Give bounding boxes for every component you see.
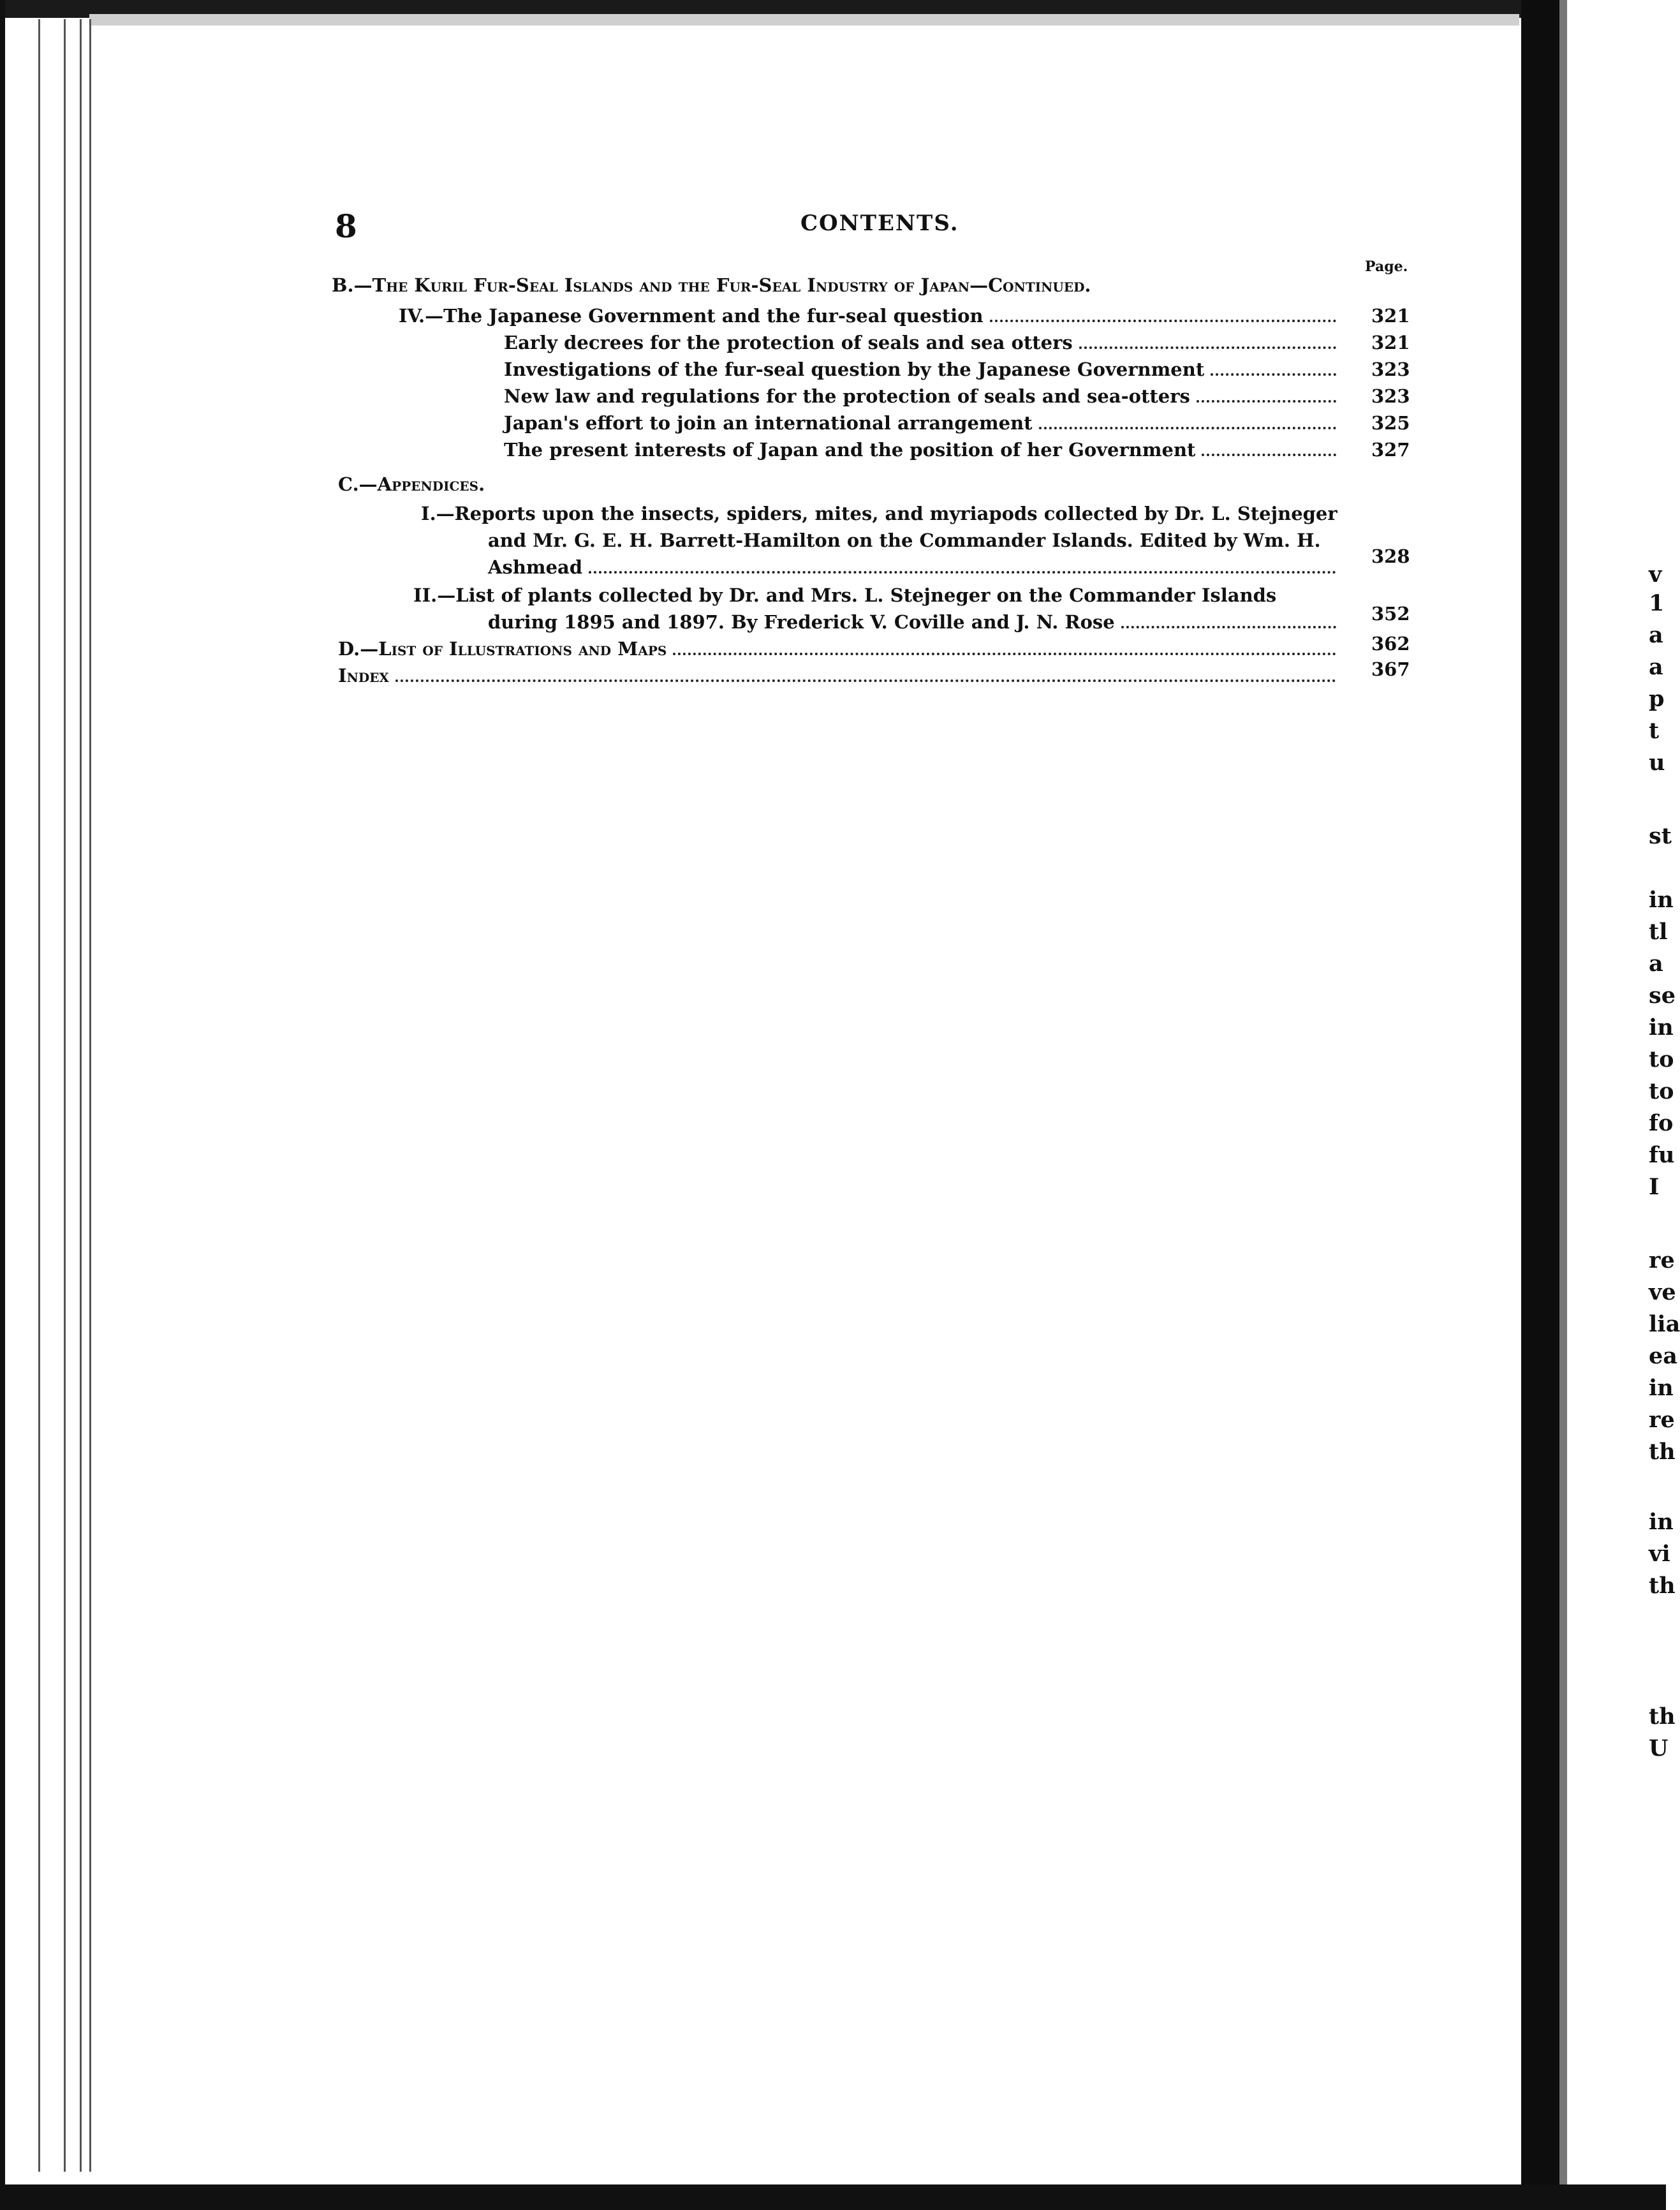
scan-frame-top-edge: [89, 14, 1519, 26]
page-stack-edge: [64, 19, 66, 2172]
toc-page-number: 327: [1371, 439, 1410, 461]
toc-entry[interactable]: D.—List of Illustrations and Maps: [338, 638, 1343, 660]
facing-page-text: in: [1649, 1509, 1674, 1535]
page-stack-edge: [38, 19, 40, 2172]
toc-page-number: 362: [1371, 633, 1410, 655]
facing-page-text: t: [1649, 718, 1660, 744]
toc-entry[interactable]: The present interests of Japan and the position of her Government: [504, 439, 1343, 461]
facing-page-text: tl: [1649, 919, 1668, 945]
book-gutter-edge: [1559, 0, 1567, 2210]
toc-entry[interactable]: New law and regulations for the protection of seals and sea-otters: [504, 385, 1343, 407]
toc-entry[interactable]: Japan's effort to join an international arrangement: [504, 412, 1343, 434]
facing-page-text: lia: [1649, 1311, 1680, 1337]
facing-page-text: st: [1649, 823, 1672, 849]
facing-page-text: to: [1649, 1078, 1674, 1104]
facing-page-text: u: [1649, 750, 1665, 776]
facing-page-text: fu: [1649, 1142, 1675, 1168]
facing-page-text: vi: [1649, 1541, 1670, 1567]
toc-entry[interactable]: Investigations of the fur-seal question by the Japanese Government: [504, 359, 1343, 380]
facing-page-text: re: [1649, 1247, 1675, 1273]
facing-page-text: a: [1649, 654, 1663, 680]
facing-page-text: a: [1649, 622, 1663, 648]
toc-page-number: 325: [1371, 412, 1410, 434]
page-stack-edge: [89, 19, 91, 2172]
facing-page-text: 1: [1649, 590, 1665, 616]
toc-page-number: 321: [1371, 305, 1410, 327]
facing-page-text: I: [1649, 1174, 1660, 1200]
facing-page-text: re: [1649, 1407, 1675, 1433]
toc-entry[interactable]: Early decrees for the protection of seals and sea otters: [504, 332, 1343, 353]
facing-page-text: th: [1649, 1439, 1676, 1465]
facing-page-text: ea: [1649, 1343, 1677, 1369]
toc-page-number: 321: [1371, 332, 1410, 353]
page-column-label: Page.: [1365, 258, 1408, 275]
facing-page-text: in: [1649, 887, 1674, 913]
facing-page-text: a: [1649, 951, 1663, 977]
book-gutter: [1521, 0, 1559, 2210]
scan-frame-left: [0, 0, 5, 2210]
toc-section-b: B.—The Kuril Fur-Seal Islands and the Fur-Seal Industry of Japan—Continued.: [332, 274, 1091, 296]
toc-entry[interactable]: Ashmead: [488, 556, 1343, 578]
toc-section-c: C.—Appendices.: [338, 473, 485, 495]
toc-page-number: 328: [1371, 545, 1410, 567]
facing-page-text: p: [1649, 686, 1665, 712]
page-stack-edge: [80, 19, 82, 2172]
facing-page-text: in: [1649, 1375, 1674, 1401]
facing-page-text: U: [1649, 1735, 1669, 1761]
toc-entry[interactable]: during 1895 and 1897. By Frederick V. Coville and J. N. Rose: [488, 611, 1343, 633]
toc-entry[interactable]: Index: [338, 665, 1343, 686]
facing-page-text: v: [1649, 561, 1662, 588]
facing-page-text: se: [1649, 983, 1676, 1009]
scan-frame-bottom: [0, 2184, 1666, 2210]
toc-page-number: 323: [1371, 385, 1410, 407]
toc-entry-line[interactable]: I.—Reports upon the insects, spiders, mites, and myriapods collected by Dr. L. Stejneger: [421, 503, 1337, 524]
toc-entry[interactable]: IV.—The Japanese Government and the fur-seal question: [399, 305, 1343, 327]
facing-page-text: in: [1649, 1014, 1674, 1041]
toc-page-number: 323: [1371, 359, 1410, 380]
page-heading: CONTENTS.: [800, 211, 959, 236]
facing-page: [1567, 0, 1666, 2210]
facing-page-text: to: [1649, 1046, 1674, 1072]
toc-entry-line[interactable]: II.—List of plants collected by Dr. and Mrs. L. Stejneger on the Commander Islands: [413, 584, 1277, 606]
facing-page-text: th: [1649, 1703, 1676, 1730]
toc-page-number: 367: [1371, 658, 1410, 680]
page-number: 8: [335, 207, 357, 245]
toc-entry-line: and Mr. G. E. H. Barrett-Hamilton on the Commander Islands. Edited by Wm. H.: [488, 530, 1321, 551]
facing-page-text: fo: [1649, 1110, 1674, 1136]
toc-page-number: 352: [1371, 603, 1410, 625]
facing-page-text: th: [1649, 1573, 1676, 1599]
facing-page-text: ve: [1649, 1279, 1676, 1305]
